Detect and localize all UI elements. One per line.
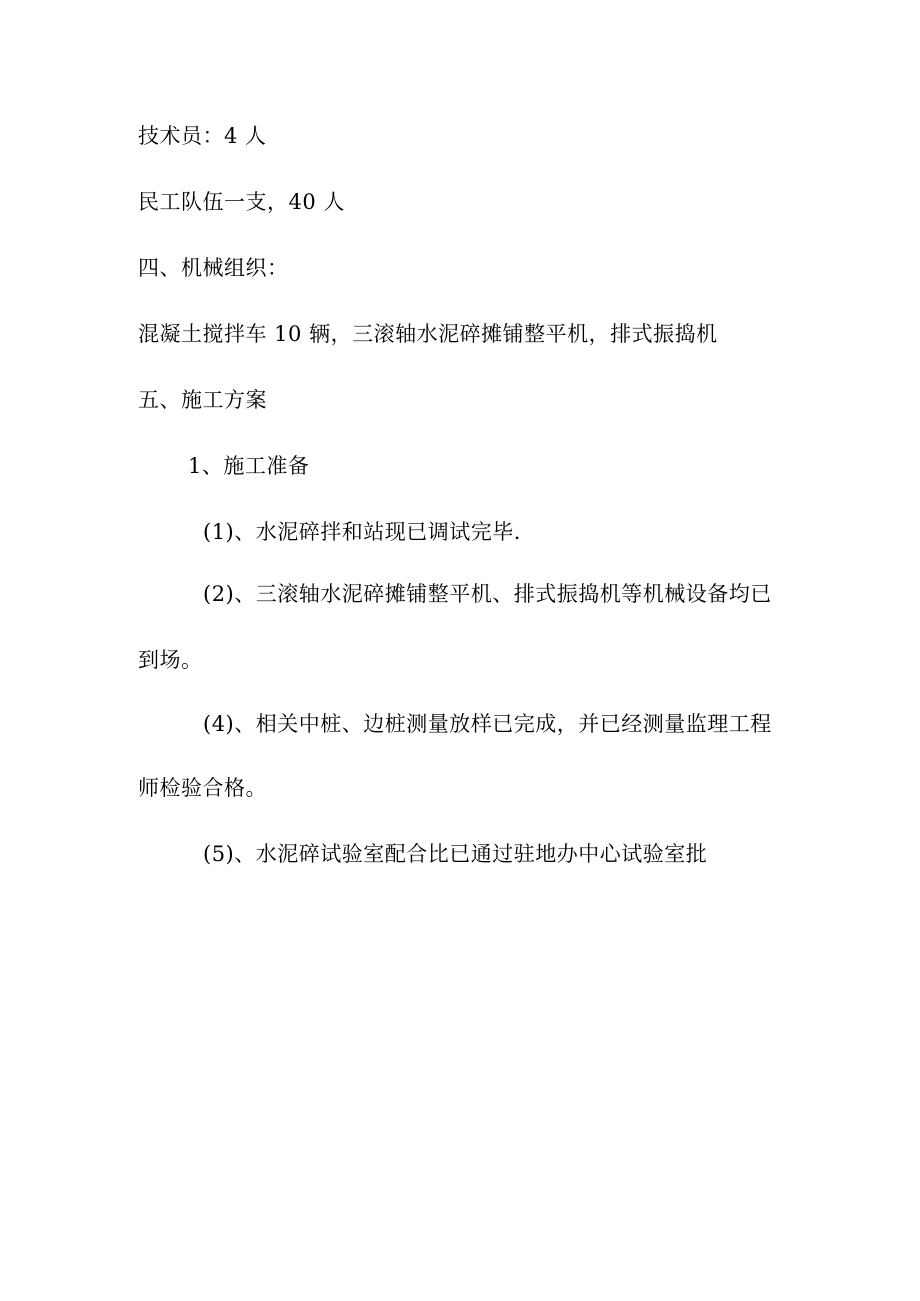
preparation-item-2: (2)、三滚轴水泥碎摊铺整平机、排式振捣机等机械设备均已 (203, 582, 772, 606)
preparation-item-4-continued: 师检验合格。 (138, 776, 267, 800)
staff-technicians-line: 技术员：4 人 (138, 124, 267, 148)
preparation-item-4: (4)、相关中桩、边桩测量放样已完成，并已经测量监理工程 (203, 712, 772, 736)
preparation-item-2-continued: 到场。 (138, 648, 203, 672)
subsection-heading-preparation: 1、施工准备 (188, 454, 310, 478)
preparation-item-1: (1)、水泥碎拌和站现已调试完毕. (203, 520, 521, 544)
section-heading-machinery: 四、机械组织： (138, 256, 289, 280)
machinery-list-line: 混凝土搅拌车 10 辆，三滚轴水泥碎摊铺整平机，排式振捣机 (138, 322, 718, 346)
preparation-item-5: (5)、水泥碎试验室配合比已通过驻地办中心试验室批 (203, 842, 708, 866)
section-heading-construction-plan: 五、施工方案 (138, 388, 267, 412)
staff-laborers-line: 民工队伍一支，40 人 (138, 190, 345, 214)
